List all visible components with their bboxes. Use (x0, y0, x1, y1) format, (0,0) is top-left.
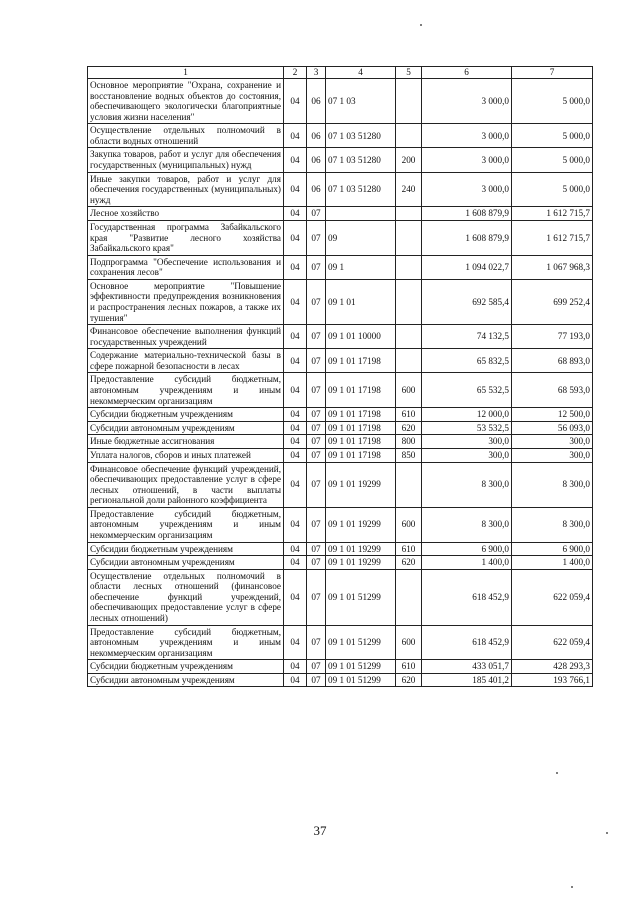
row-name: Закупка товаров, работ и услуг для обеспечения государственных (муниципальных) нужд (88, 148, 284, 172)
row-name: Финансовое обеспечение функций учреждений, обеспечивающих предоставление услуг в сфере лесных отношений, в части выплаты региональной доли районного коэффициента (88, 462, 284, 507)
row-name: Финансовое обеспечение выполнения функций государственных учреждений (88, 325, 284, 349)
row-target-article: 09 1 01 51299 (326, 673, 396, 687)
row-amount-year2: 428 293,3 (512, 660, 593, 674)
row-amount-year1: 433 051,7 (422, 660, 512, 674)
row-target-article: 09 1 01 17198 (326, 408, 396, 422)
row-section: 04 (284, 625, 307, 660)
row-target-article: 09 1 01 17198 (326, 349, 396, 373)
row-amount-year1: 3 000,0 (422, 79, 512, 124)
row-amount-year1: 3 000,0 (422, 172, 512, 207)
row-name: Осуществление отдельных полномочий в области водных отношений (88, 124, 284, 148)
row-expense-type: 620 (396, 673, 422, 687)
row-amount-year2: 300,0 (512, 448, 593, 462)
row-subsection: 07 (307, 507, 326, 542)
row-amount-year1: 6 900,0 (422, 542, 512, 556)
row-name: Иные бюджетные ассигнования (88, 435, 284, 449)
table-row (88, 255, 593, 279)
row-target-article: 07 1 03 51280 (326, 124, 396, 148)
row-expense-type (396, 569, 422, 625)
row-amount-year2: 1 612 715,7 (512, 207, 593, 221)
row-subsection: 07 (307, 625, 326, 660)
row-expense-type: 610 (396, 660, 422, 674)
column-header: 2 (284, 67, 307, 79)
row-expense-type: 620 (396, 556, 422, 570)
table-row (88, 408, 593, 422)
row-section: 04 (284, 279, 307, 324)
row-expense-type (396, 255, 422, 279)
table-row (88, 625, 593, 660)
table-row (88, 279, 593, 324)
row-amount-year1: 65 532,5 (422, 373, 512, 408)
row-section: 04 (284, 325, 307, 349)
table-row (88, 556, 593, 570)
table-row (88, 220, 593, 255)
row-expense-type (396, 349, 422, 373)
row-name: Содержание материально-технической базы в сфере пожарной безопасности в лесах (88, 349, 284, 373)
row-amount-year1: 1 094 022,7 (422, 255, 512, 279)
row-amount-year1: 74 132,5 (422, 325, 512, 349)
table-row (88, 673, 593, 687)
row-target-article: 09 1 01 19299 (326, 462, 396, 507)
row-subsection: 07 (307, 556, 326, 570)
row-amount-year2: 5 000,0 (512, 79, 593, 124)
row-subsection: 06 (307, 172, 326, 207)
table-row (88, 172, 593, 207)
row-section: 04 (284, 421, 307, 435)
row-target-article: 09 1 01 51299 (326, 625, 396, 660)
row-amount-year1: 65 832,5 (422, 349, 512, 373)
row-section: 04 (284, 148, 307, 172)
row-name: Основное мероприятие "Охрана, сохранение и восстановление водных объектов до состояния, обеспечивающего экологически благоприятные условия жизни населения" (88, 79, 284, 124)
row-target-article: 09 1 01 19299 (326, 542, 396, 556)
row-subsection: 07 (307, 408, 326, 422)
row-name: Лесное хозяйство (88, 207, 284, 221)
row-name: Государственная программа Забайкальского края "Развитие лесного хозяйства Забайкальского края" (88, 220, 284, 255)
table-row (88, 448, 593, 462)
row-target-article: 09 1 (326, 255, 396, 279)
row-expense-type: 240 (396, 172, 422, 207)
row-subsection: 07 (307, 569, 326, 625)
table-row (88, 373, 593, 408)
row-section: 04 (284, 124, 307, 148)
row-name: Основное мероприятие "Повышение эффективности предупреждения возникновения и распространения лесных пожаров, а также их тушения" (88, 279, 284, 324)
row-amount-year2: 68 593,0 (512, 373, 593, 408)
page-number: 37 (313, 823, 327, 838)
row-name: Субсидии автономным учреждениям (88, 673, 284, 687)
row-section: 04 (284, 373, 307, 408)
row-section: 04 (284, 673, 307, 687)
row-name: Осуществление отдельных полномочий в области лесных отношений (финансовое обеспечение функций учреждений, обеспечивающих предоставление услуг в сфере лесных отношений) (88, 569, 284, 625)
row-amount-year2: 5 000,0 (512, 172, 593, 207)
row-target-article: 09 1 01 17198 (326, 421, 396, 435)
row-subsection: 07 (307, 673, 326, 687)
row-target-article: 09 1 01 17198 (326, 448, 396, 462)
row-subsection: 07 (307, 207, 326, 221)
row-amount-year1: 618 452,9 (422, 569, 512, 625)
row-section: 04 (284, 207, 307, 221)
scan-speck (606, 832, 608, 834)
row-target-article: 09 1 01 19299 (326, 507, 396, 542)
row-name: Субсидии бюджетным учреждениям (88, 542, 284, 556)
row-subsection: 07 (307, 325, 326, 349)
row-expense-type (396, 279, 422, 324)
row-section: 04 (284, 542, 307, 556)
row-amount-year1: 618 452,9 (422, 625, 512, 660)
row-section: 04 (284, 462, 307, 507)
table-row (88, 124, 593, 148)
row-expense-type (396, 462, 422, 507)
row-name: Субсидии автономным учреждениям (88, 421, 284, 435)
row-amount-year2: 12 500,0 (512, 408, 593, 422)
row-name: Предоставление субсидий бюджетным, автономным учреждениям и иным некоммерческим организациям (88, 625, 284, 660)
table-row (88, 349, 593, 373)
row-expense-type (396, 79, 422, 124)
row-subsection: 06 (307, 124, 326, 148)
row-amount-year2: 1 400,0 (512, 556, 593, 570)
row-amount-year1: 3 000,0 (422, 148, 512, 172)
column-header: 4 (326, 67, 396, 79)
row-section: 04 (284, 220, 307, 255)
row-amount-year2: 5 000,0 (512, 124, 593, 148)
row-amount-year2: 622 059,4 (512, 625, 593, 660)
row-amount-year2: 56 093,0 (512, 421, 593, 435)
row-expense-type: 600 (396, 625, 422, 660)
table-row (88, 435, 593, 449)
row-expense-type (396, 207, 422, 221)
row-amount-year1: 300,0 (422, 435, 512, 449)
row-subsection: 07 (307, 448, 326, 462)
scan-speck (420, 24, 422, 26)
row-expense-type: 620 (396, 421, 422, 435)
row-amount-year1: 8 300,0 (422, 462, 512, 507)
row-amount-year2: 1 067 968,3 (512, 255, 593, 279)
table-row (88, 148, 593, 172)
row-target-article: 07 1 03 51280 (326, 148, 396, 172)
row-subsection: 07 (307, 542, 326, 556)
row-subsection: 07 (307, 349, 326, 373)
row-amount-year1: 300,0 (422, 448, 512, 462)
row-expense-type: 200 (396, 148, 422, 172)
row-amount-year2: 77 193,0 (512, 325, 593, 349)
row-section: 04 (284, 408, 307, 422)
row-target-article: 09 1 01 17198 (326, 435, 396, 449)
row-target-article: 09 1 01 19299 (326, 556, 396, 570)
row-amount-year2: 699 252,4 (512, 279, 593, 324)
row-amount-year1: 12 000,0 (422, 408, 512, 422)
row-subsection: 07 (307, 279, 326, 324)
row-subsection: 06 (307, 79, 326, 124)
table-row (88, 569, 593, 625)
row-section: 04 (284, 435, 307, 449)
row-name: Уплата налогов, сборов и иных платежей (88, 448, 284, 462)
row-section: 04 (284, 569, 307, 625)
row-name: Подпрограмма "Обеспечение использования и сохранения лесов" (88, 255, 284, 279)
row-name: Субсидии бюджетным учреждениям (88, 408, 284, 422)
table-row (88, 660, 593, 674)
row-amount-year1: 1 608 879,9 (422, 207, 512, 221)
table-row (88, 207, 593, 221)
table-body (88, 79, 593, 687)
row-amount-year2: 6 900,0 (512, 542, 593, 556)
table-header-row (88, 67, 593, 79)
row-section: 04 (284, 172, 307, 207)
row-expense-type: 850 (396, 448, 422, 462)
row-amount-year1: 1 400,0 (422, 556, 512, 570)
row-amount-year2: 1 612 715,7 (512, 220, 593, 255)
row-amount-year2: 68 893,0 (512, 349, 593, 373)
row-target-article: 09 1 01 51299 (326, 660, 396, 674)
row-expense-type: 600 (396, 373, 422, 408)
row-amount-year2: 5 000,0 (512, 148, 593, 172)
column-header: 3 (307, 67, 326, 79)
row-target-article: 07 1 03 (326, 79, 396, 124)
row-subsection: 07 (307, 220, 326, 255)
row-target-article: 07 1 03 51280 (326, 172, 396, 207)
row-section: 04 (284, 349, 307, 373)
table-row (88, 542, 593, 556)
row-expense-type (396, 220, 422, 255)
row-subsection: 06 (307, 148, 326, 172)
row-expense-type (396, 124, 422, 148)
row-target-article: 09 1 01 10000 (326, 325, 396, 349)
row-subsection: 07 (307, 373, 326, 408)
row-subsection: 07 (307, 255, 326, 279)
row-section: 04 (284, 660, 307, 674)
row-target-article: 09 1 01 (326, 279, 396, 324)
row-section: 04 (284, 556, 307, 570)
table-row (88, 507, 593, 542)
row-expense-type: 800 (396, 435, 422, 449)
row-section: 04 (284, 79, 307, 124)
row-amount-year2: 622 059,4 (512, 569, 593, 625)
row-amount-year2: 8 300,0 (512, 507, 593, 542)
row-expense-type (396, 325, 422, 349)
scan-speck (556, 772, 558, 774)
row-section: 04 (284, 255, 307, 279)
column-header: 5 (396, 67, 422, 79)
row-name: Субсидии автономным учреждениям (88, 556, 284, 570)
row-amount-year2: 300,0 (512, 435, 593, 449)
row-subsection: 07 (307, 462, 326, 507)
row-target-article (326, 207, 396, 221)
row-expense-type: 610 (396, 542, 422, 556)
row-target-article: 09 1 01 51299 (326, 569, 396, 625)
row-section: 04 (284, 507, 307, 542)
row-amount-year1: 53 532,5 (422, 421, 512, 435)
row-name: Иные закупки товаров, работ и услуг для обеспечения государственных (муниципальных) нужд (88, 172, 284, 207)
row-name: Предоставление субсидий бюджетным, автономным учреждениям и иным некоммерческим организациям (88, 373, 284, 408)
table-row (88, 325, 593, 349)
row-amount-year1: 3 000,0 (422, 124, 512, 148)
row-amount-year1: 1 608 879,9 (422, 220, 512, 255)
row-amount-year1: 185 401,2 (422, 673, 512, 687)
row-amount-year1: 8 300,0 (422, 507, 512, 542)
table-row (88, 462, 593, 507)
row-amount-year1: 692 585,4 (422, 279, 512, 324)
row-expense-type: 600 (396, 507, 422, 542)
column-header: 1 (88, 67, 284, 79)
column-header: 7 (512, 67, 593, 79)
table-row (88, 421, 593, 435)
row-target-article: 09 (326, 220, 396, 255)
row-name: Субсидии бюджетным учреждениям (88, 660, 284, 674)
scan-speck (571, 886, 573, 888)
row-target-article: 09 1 01 17198 (326, 373, 396, 408)
table-row (88, 79, 593, 124)
budget-table (87, 66, 593, 687)
row-name: Предоставление субсидий бюджетным, автономным учреждениям и иным некоммерческим организациям (88, 507, 284, 542)
column-header: 6 (422, 67, 512, 79)
row-section: 04 (284, 448, 307, 462)
row-subsection: 07 (307, 660, 326, 674)
row-subsection: 07 (307, 421, 326, 435)
row-subsection: 07 (307, 435, 326, 449)
row-amount-year2: 8 300,0 (512, 462, 593, 507)
row-expense-type: 610 (396, 408, 422, 422)
row-amount-year2: 193 766,1 (512, 673, 593, 687)
